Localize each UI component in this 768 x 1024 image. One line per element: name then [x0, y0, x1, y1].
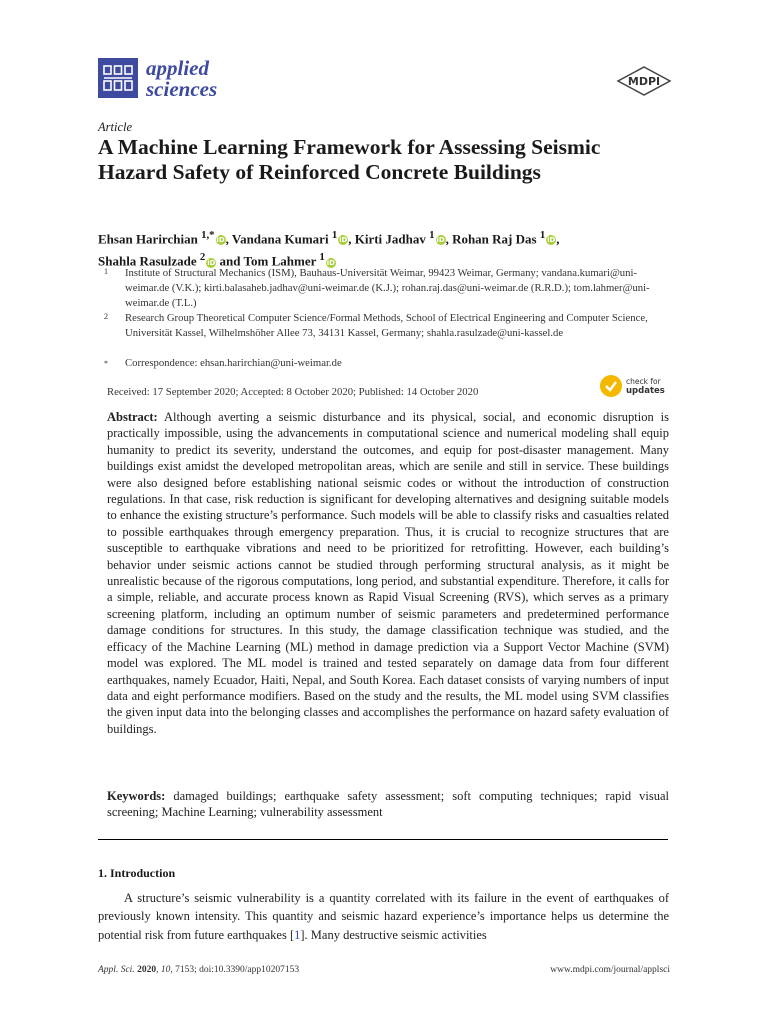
journal-name-line2: sciences	[146, 77, 218, 101]
author-sup: 1	[539, 229, 546, 241]
journal-name-line1: applied	[146, 56, 209, 80]
orcid-icon[interactable]: iD	[436, 236, 445, 245]
affiliation-item	[104, 311, 664, 341]
orcid-icon[interactable]: iD	[216, 236, 225, 245]
affiliation-number: 2	[104, 312, 108, 321]
author-name: Vandana Kumari	[231, 231, 329, 247]
keywords	[107, 788, 669, 821]
intro-text-end: ]. Many destructive seismic activities	[300, 927, 487, 942]
author-sup: 1	[331, 229, 338, 241]
author-sup: 1,*	[201, 229, 215, 241]
footer-url[interactable]: www.mdpi.com/journal/applsci	[550, 965, 670, 975]
mdpi-logo	[616, 66, 672, 100]
author-name: Rohan Raj Das	[452, 231, 537, 247]
author-sup: 1	[319, 251, 325, 264]
section-divider	[98, 839, 668, 840]
check-for-updates-button[interactable]	[600, 375, 665, 397]
affiliation-text: Research Group Theoretical Computer Science/Formal Methods, School of Electrical Engineering and Computer Science, Universität Kassel, Wilhelmshöher Allee 73, 34131 Kassel, Germany; shahla.rasulzade@uni-kassel.de	[125, 312, 648, 340]
affiliation-item	[104, 266, 664, 312]
footer-volume: 10	[160, 965, 171, 975]
author-name: Tom Lahmer	[243, 253, 317, 269]
footer-citation: Appl. Sci. 2020, 10, 7153; doi:10.3390/app10207153	[98, 965, 300, 975]
orcid-icon[interactable]: iD	[207, 258, 216, 267]
author-name: Kirti Jadhav	[354, 231, 426, 247]
affiliation-number: 1	[104, 267, 108, 276]
keywords-label: Keywords:	[107, 789, 166, 803]
affiliation-text: Correspondence: ehsan.harirchian@uni-weimar.de	[125, 357, 342, 369]
affiliation-text: Institute of Structural Mechanics (ISM), Bauhaus-Universität Weimar, 99423 Weimar, Germany; vandana.kumari@uni-weimar.de (V.K.); kirti.balasaheb.jadhav@uni-weimar.de (K.J.); rohan.raj.das@uni-weimar.de (R.R.D.); tom.lahmer@uni-weimar.de (T.L.)	[125, 267, 650, 310]
orcid-icon[interactable]: iD	[326, 258, 335, 267]
author-list: Ehsan Harirchian $^{1,*}$ iD, Vandana Kumari $^1$ iD, Kirti Jadhav $^1$ iD, Rohan Raj Das $^1$ iD, Shahla Rasulzade $^2$ iD and Tom Lahmer $^1$ iD	[98, 229, 560, 269]
intro-text: A structure’s seismic vulnerability is a quantity correlated with its failure in the event of earthquakes of previously known intensity. This quantity and seismic hazard experience’s importance helps us determine the potential risk from future earthquakes [	[98, 891, 669, 942]
orcid-icon[interactable]: iD	[547, 236, 556, 245]
article-type: Article	[98, 120, 133, 134]
citation-link[interactable]: 1	[294, 927, 301, 942]
author-sup: 1	[429, 229, 435, 241]
check-updates-icon	[600, 375, 622, 397]
abstract-label: Abstract:	[107, 410, 158, 424]
section-heading: 1. Introduction	[98, 866, 176, 880]
author-sup: 2	[199, 251, 206, 264]
check-updates-line1: check for	[626, 376, 661, 386]
check-updates-line2: updates	[626, 385, 665, 396]
footer-year: 2020	[137, 965, 157, 975]
orcid-icon[interactable]: iD	[339, 236, 348, 245]
author-name: Ehsan Harirchian	[98, 231, 198, 247]
footer-doi: , 7153; doi:10.3390/app10207153	[170, 965, 300, 975]
affiliation-item	[104, 356, 664, 371]
journal-logo	[98, 58, 217, 100]
footer-journal-abbr: Appl. Sci.	[98, 965, 135, 975]
author-name: Shahla Rasulzade	[98, 253, 197, 269]
journal-logo-icon	[98, 58, 138, 98]
intro-paragraph	[98, 889, 669, 944]
abstract	[107, 409, 669, 737]
publication-dates: Received: 17 September 2020; Accepted: 8 October 2020; Published: 14 October 2020	[107, 386, 479, 398]
mdpi-logo-text: MDPI	[627, 75, 661, 88]
affiliation-number: *	[104, 359, 108, 368]
abstract-text: Although averting a seismic disturbance and its physical, social, and economic disruption is practically impossible, using the advancements in computational science and numerical modeling shall equip humanity to predict its severity, understand the outcomes, and equip for post-disaster management. Many buildings exist amidst the developed metropolitan areas, which are senile and still in service. These buildings were also designed before establishing national seismic codes or without the introduction of construction regulations. In that case, risk reduction is significant for developing alternatives and designing suitable models to enhance the existing structure’s performance. Such models will be able to classify risks and casualties related to possible earthquakes through emergency preparation. Thus, it is crucial to recognize structures that are susceptible to earthquake vibrations and need to be prioritized for retrofitting. However, each building’s behavior under seismic actions cannot be studied through performing structural analysis, as it might be unrealistic because of the rigorous computations, long period, and substantial expenditure. Therefore, it calls for a simple, reliable, and accurate process known as Rapid Visual Screening (RVS), which serves as a primary screening platform, including an optimum number of seismic parameters and predetermined performance damage conditions for structures. In this study, the damage classification technique was studied, and the efficacy of the Machine Learning (ML) method in damage prediction via a Support Vector Machine (SVM) model was explored. The ML model is trained and tested separately on damage data from four different earthquakes, namely Ecuador, Haiti, Nepal, and South Korea. Each dataset consists of varying numbers of input data and eight performance modifiers. Based on the study and the results, the ML model using SVM classifies the given input data into the belonging classes and accomplishes the performance on hazard safety evaluation of buildings.	[107, 410, 669, 736]
paper-title: A Machine Learning Framework for Assessing Seismic Hazard Safety of Reinforced Concrete Buildings	[98, 135, 601, 184]
keywords-text: damaged buildings; earthquake safety assessment; soft computing techniques; rapid visual screening; Machine Learning; vulnerability assessment	[107, 789, 669, 820]
